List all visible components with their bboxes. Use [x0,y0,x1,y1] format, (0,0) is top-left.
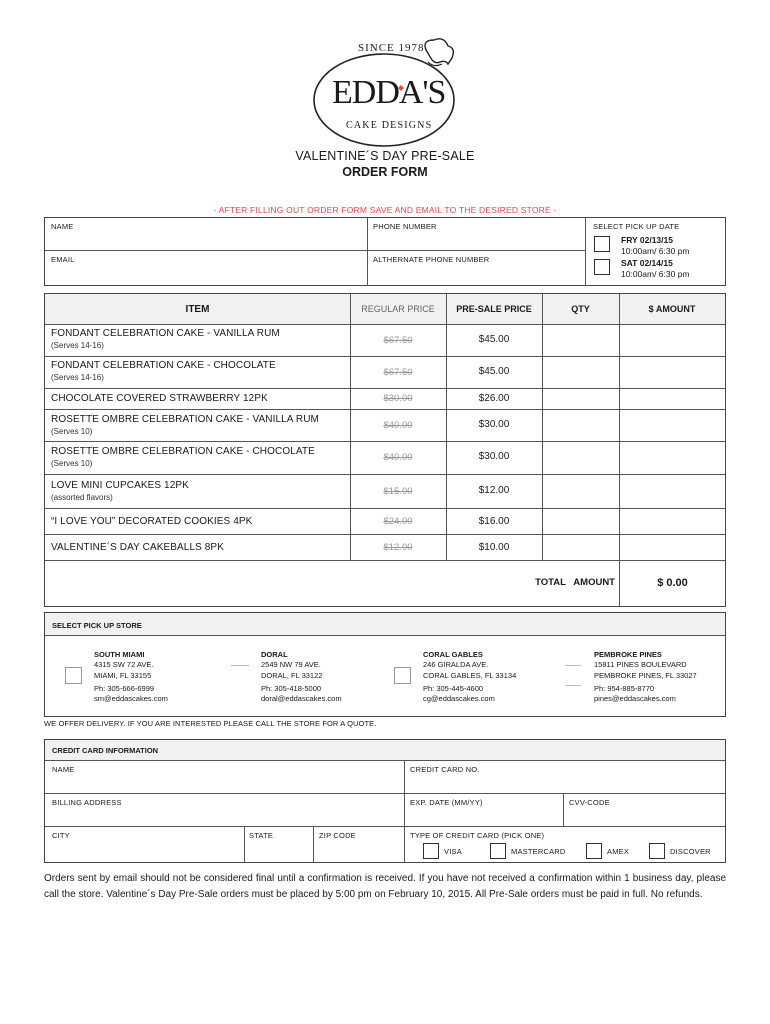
item-regular-price: $12.00 [383,542,413,553]
billing-address-field[interactable] [46,794,403,826]
instructions-notice: - AFTER FILLING OUT ORDER FORM SAVE AND EMAIL TO THE DESIRED STORE - [213,205,557,215]
store-city: MIAMI, FL 33155 [94,671,152,680]
card-type-mastercard-label: MASTERCARD [511,847,566,856]
order-items-table [44,293,726,607]
amount-input[interactable] [620,357,725,388]
item-name: VALENTINE´S DAY CAKEBALLS 8PK [51,542,224,553]
store-address: 2549 NW 79 AVE. [261,660,321,669]
item-regular-price: $15.00 [383,486,413,497]
email-field[interactable] [46,251,366,285]
item-name: FONDANT CELEBRATION CAKE - VANILLA RUM [51,328,280,339]
store-address: 15811 PINES BOULEVARD [594,660,687,669]
item-name: ROSETTE OMBRE CELEBRATION CAKE - CHOCOLATE [51,446,315,457]
pickup-date-sat [621,258,690,280]
credit-card-title: CREDIT CARD INFORMATION [52,746,159,755]
cvv-label: CVV-CODE [569,798,610,807]
qty-input[interactable] [543,509,619,534]
store-phone: Ph: 305-418-5000 [261,684,322,693]
pickup-store-title: SELECT PICK UP STORE [52,621,142,630]
alt-phone-field[interactable] [368,251,584,285]
credit-card-section [44,739,726,863]
item-name: “I LOVE YOU” DECORATED COOKIES 4PK [51,516,253,527]
amount-input[interactable] [620,325,725,356]
qty-input[interactable] [543,325,619,356]
qty-input[interactable] [543,357,619,388]
card-type-visa-label: VISA [444,847,462,856]
item-sub: (Serves 10) [51,459,93,468]
qty-input[interactable] [543,475,619,508]
card-type-amex-label: AMEX [607,847,630,856]
pickup-date-fri [621,235,690,257]
store-email[interactable]: sm@eddascakes.com [94,694,168,703]
store-south-miami-checkbox[interactable] [65,667,82,684]
card-type-discover-label: DISCOVER [670,847,711,856]
amount-input[interactable] [620,475,725,508]
item-sub: (assorted flavors) [51,493,113,502]
pickup-date-fri-checkbox[interactable] [594,236,610,252]
store-city: CORAL GABLES, FL 33134 [423,671,517,680]
amount-input[interactable] [620,509,725,534]
store-name: CORAL GABLES [423,650,483,659]
card-number-label: CREDIT CARD NO. [410,765,480,774]
card-name-label: NAME [52,765,75,774]
item-name: LOVE MINI CUPCAKES 12PK [51,480,189,491]
logo-since: SINCE 1978 [358,42,425,54]
exp-date-label: EXP. DATE (MM/YY) [410,798,483,807]
item-name: CHOCOLATE COVERED STRAWBERRY 12PK [51,393,268,404]
brand-logo [308,36,466,152]
pickup-date-sat-checkbox[interactable] [594,259,610,275]
pickup-date-fri-time: 10:00am/ 6:30 pm [621,246,690,256]
name-field-label: NAME [51,222,74,231]
store-email[interactable]: pines@eddascakes.com [594,694,676,703]
alt-phone-field-label: ALTHERNATE PHONE NUMBER [373,255,490,264]
state-field[interactable] [245,827,313,862]
card-type-amex-checkbox[interactable] [586,843,602,859]
store-name: DORAL [261,650,288,659]
item-sub: (Serves 14-16) [51,373,104,382]
item-presale-price: $45.00 [478,334,510,345]
item-presale-price: $30.00 [478,419,510,430]
pickup-date-label: SELECT PICK UP DATE [593,222,680,231]
item-presale-price: $45.00 [478,366,510,377]
col-header-presale: PRE-SALE PRICE [456,304,532,314]
card-number-field[interactable] [405,761,725,793]
col-header-amount: $ AMOUNT [648,304,696,314]
item-sub: (Serves 14-16) [51,341,104,350]
card-name-field[interactable] [46,761,403,793]
store-address: 4315 SW 72 AVE. [94,660,154,669]
item-regular-price: $40.00 [383,452,413,463]
total-amount-label: TOTAL AMOUNT [535,577,615,588]
store-city: PEMBROKE PINES, FL 33027 [594,671,697,680]
item-regular-price: $30.00 [383,393,413,404]
state-label: STATE [249,831,274,840]
col-header-item: ITEM [185,304,210,315]
item-regular-price: $67.50 [383,367,413,378]
store-name: SOUTH MIAMI [94,650,145,659]
city-field[interactable] [46,827,243,862]
exp-date-field[interactable] [405,794,563,826]
cvv-field[interactable] [564,794,725,826]
chef-hat-icon [425,39,453,66]
store-coral-gables-checkbox[interactable] [394,667,411,684]
col-header-regular: REGULAR PRICE [361,304,435,314]
card-type-discover-checkbox[interactable] [649,843,665,859]
item-sub: (Serves 10) [51,427,93,436]
card-type-visa-checkbox[interactable] [423,843,439,859]
card-type-label: TYPE OF CREDIT CARD (PICK ONE) [410,831,545,840]
store-name: PEMBROKE PINES [594,650,662,659]
zip-label: ZIP CODE [319,831,356,840]
qty-input[interactable] [543,442,619,474]
amount-input[interactable] [620,410,725,441]
store-phone: Ph: 305-445-4600 [423,684,484,693]
amount-input[interactable] [620,442,725,474]
qty-input[interactable] [543,389,619,409]
store-phone: Ph: 305-666-6999 [94,684,155,693]
store-email[interactable]: cg@eddascakes.com [423,694,495,703]
phone-field[interactable] [368,219,584,249]
phone-field-label: PHONE NUMBER [373,222,437,231]
item-regular-price: $67.50 [383,335,413,346]
store-email[interactable]: doral@eddascakes.com [261,694,342,703]
qty-input[interactable] [543,410,619,441]
item-name: ROSETTE OMBRE CELEBRATION CAKE - VANILLA RUM [51,414,319,425]
contact-section [44,217,726,286]
delivery-note: WE OFFER DELIVERY. IF YOU ARE INTERESTED PLEASE CALL THE STORE FOR A QUOTE. [44,719,377,728]
city-label: CITY [52,831,70,840]
page-subtitle: ORDER FORM [342,165,428,179]
item-regular-price: $40.00 [383,420,413,431]
zip-field[interactable] [314,827,403,862]
pickup-date-sat-time: 10:00am/ 6:30 pm [621,269,690,279]
logo-brand: EDDA'S [332,74,446,111]
logo-tagline: CAKE DESIGNS [346,120,433,131]
item-presale-price: $26.00 [478,393,510,404]
store-phone: Ph: 954-885-8770 [594,684,655,693]
item-presale-price: $12.00 [478,485,510,496]
item-regular-price: $24.00 [383,516,413,527]
terms-footer: Orders sent by email should not be considered final until a confirmation is received. If you have not received a confirmation within 1 business day, please call the store. Valentine´s Day Pre-Sale orders must be placed by 5:00 pm on February 10, 2015. All Pre-Sale orders must be paid in full. No refunds. [44,873,726,900]
store-city: DORAL, FL 33122 [261,671,323,680]
email-field-label: EMAIL [51,255,75,264]
pickup-store-section [44,612,726,717]
store-address: 246 GIRALDA AVE. [423,660,489,669]
qty-input[interactable] [543,535,619,560]
billing-address-label: BILLING ADDRESS [52,798,122,807]
card-type-mastercard-checkbox[interactable] [490,843,506,859]
page-title: VALENTINE´S DAY PRE-SALE [295,149,475,163]
item-presale-price: $10.00 [478,542,510,553]
pickup-date-sat-day: SAT 02/14/15 [621,258,673,268]
amount-input[interactable] [620,535,725,560]
item-presale-price: $16.00 [478,516,510,527]
amount-input[interactable] [620,389,725,409]
total-amount-value: $ 0.00 [657,577,688,589]
col-header-qty: QTY [571,304,590,314]
name-field[interactable] [46,219,366,249]
item-presale-price: $30.00 [478,451,510,462]
pickup-date-fri-day: FRY 02/13/15 [621,235,673,245]
item-name: FONDANT CELEBRATION CAKE - CHOCOLATE [51,360,276,371]
